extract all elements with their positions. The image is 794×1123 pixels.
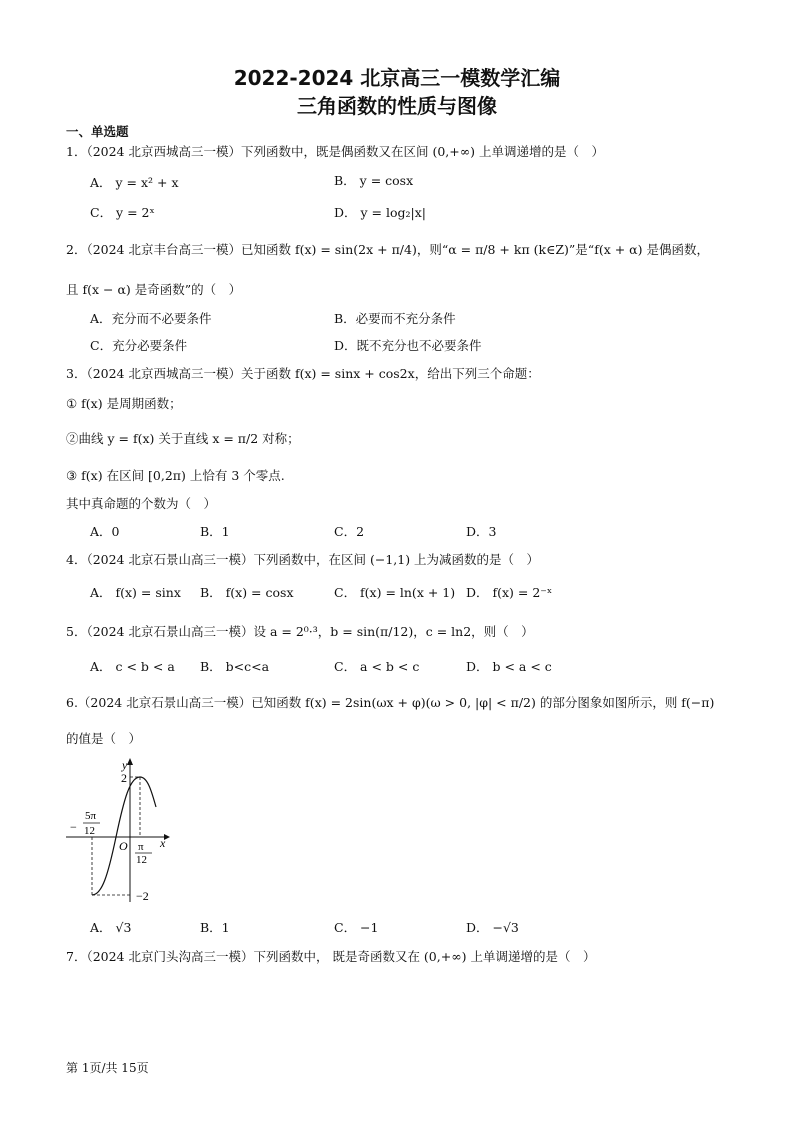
q3-option-b: B．1	[200, 524, 230, 539]
sine-graph-figure	[64, 757, 184, 907]
q3-option-d: D．3	[466, 524, 497, 539]
left-tick-sign: −	[70, 820, 77, 834]
right-tick-numerator: π	[138, 841, 144, 853]
doc-title-2: 三角函数的性质与图像	[297, 94, 497, 118]
q2-stem-2: 且 f(x − α) 是奇函数”的（ ）	[66, 282, 242, 297]
q2-stem-1: 2．（2024 北京丰台高三一模）已知函数 f(x) = sin(2x + π/4)，则“α = π/8 + kπ (k∈Z)”是“f(x + α) 是偶函数，	[66, 242, 709, 257]
q1-option-c: C． y = 2ˣ	[90, 205, 155, 220]
q6-option-b: B．1	[200, 920, 230, 935]
q2-option-d: D．既不充分也不必要条件	[334, 338, 482, 353]
q4-option-d: D． f(x) = 2⁻ˣ	[466, 585, 553, 600]
q2-option-c: C．充分必要条件	[90, 338, 188, 353]
x-axis-label: x	[160, 836, 166, 850]
page-footer: 第 1页/共 15页	[66, 1061, 149, 1075]
right-tick-denominator: 12	[136, 854, 147, 866]
q7-stem: 7．（2024 北京门头沟高三一模）下列函数中， 既是奇函数又在 (0,+∞) 上单调递增的是（ ）	[66, 949, 596, 964]
q3-option-c: C．2	[334, 524, 365, 539]
y-axis-arrow	[127, 758, 133, 765]
q5-option-c: C． a < b < c	[334, 659, 420, 674]
q6-stem-1: 6.（2024 北京石景山高三一模）已知函数 f(x) = 2sin(ωx + φ)(ω > 0, |φ| < π/2) 的部分图象如图所示，则 f(−π)	[66, 695, 715, 710]
q5-option-d: D． b < a < c	[466, 659, 552, 674]
q6-option-d: D． −√3	[466, 920, 519, 935]
q5-option-a: A． c < b < a	[90, 659, 175, 674]
q6-option-a: A． √3	[90, 920, 132, 935]
q3-prop-2: ②曲线 y = f(x) 关于直线 x = π/2 对称；	[66, 431, 300, 446]
q2-option-b: B．必要而不充分条件	[334, 311, 456, 326]
q6-stem-2: 的值是（ ）	[66, 731, 142, 746]
sine-curve	[92, 777, 156, 895]
q3-prop-1: ① f(x) 是周期函数；	[66, 396, 182, 411]
q1-option-d: D． y = log₂|x|	[334, 205, 426, 220]
q3-option-a: A．0	[90, 524, 120, 539]
q4-stem: 4．（2024 北京石景山高三一模）下列函数中，在区间 (−1,1) 上为减函数的是（ ）	[66, 552, 540, 567]
q4-option-c: C． f(x) = ln(x + 1)	[334, 585, 456, 600]
section-heading: 一、单选题	[66, 124, 129, 139]
q4-option-a: A． f(x) = sinx	[90, 585, 181, 600]
q3-prop-3: ③ f(x) 在区间 [0,2π) 上恰有 3 个零点.	[66, 468, 285, 483]
q2-option-a: A．充分而不必要条件	[90, 311, 212, 326]
q1-stem: 1．（2024 北京西城高三一模）下列函数中，既是偶函数又在区间 (0,+∞) 上单调递增的是（ ）	[66, 144, 605, 159]
doc-title-1: 2022-2024 北京高三一模数学汇编	[233, 66, 561, 90]
q5-stem: 5．（2024 北京石景山高三一模）设 a = 2⁰·³，b = sin(π/12)，c = ln2，则（ ）	[66, 624, 534, 639]
q3-question: 其中真命题的个数为（ ）	[66, 496, 217, 511]
q1-option-b: B． y = cosx	[334, 173, 414, 188]
q6-option-c: C． −1	[334, 920, 379, 935]
origin-label: O	[119, 839, 128, 853]
min-label: −2	[136, 889, 149, 903]
q4-option-b: B． f(x) = cosx	[200, 585, 294, 600]
max-label: 2	[121, 771, 127, 785]
q1-option-a: A． y = x² + x	[90, 175, 179, 190]
left-tick-denominator: 12	[84, 825, 95, 837]
q5-option-b: B． b<c<a	[200, 659, 270, 674]
left-tick-numerator: 5π	[85, 810, 97, 822]
y-axis-label: y	[122, 758, 128, 772]
q3-stem: 3．（2024 北京西城高三一模）关于函数 f(x) = sinx + cos2x，给出下列三个命题：	[66, 366, 540, 381]
